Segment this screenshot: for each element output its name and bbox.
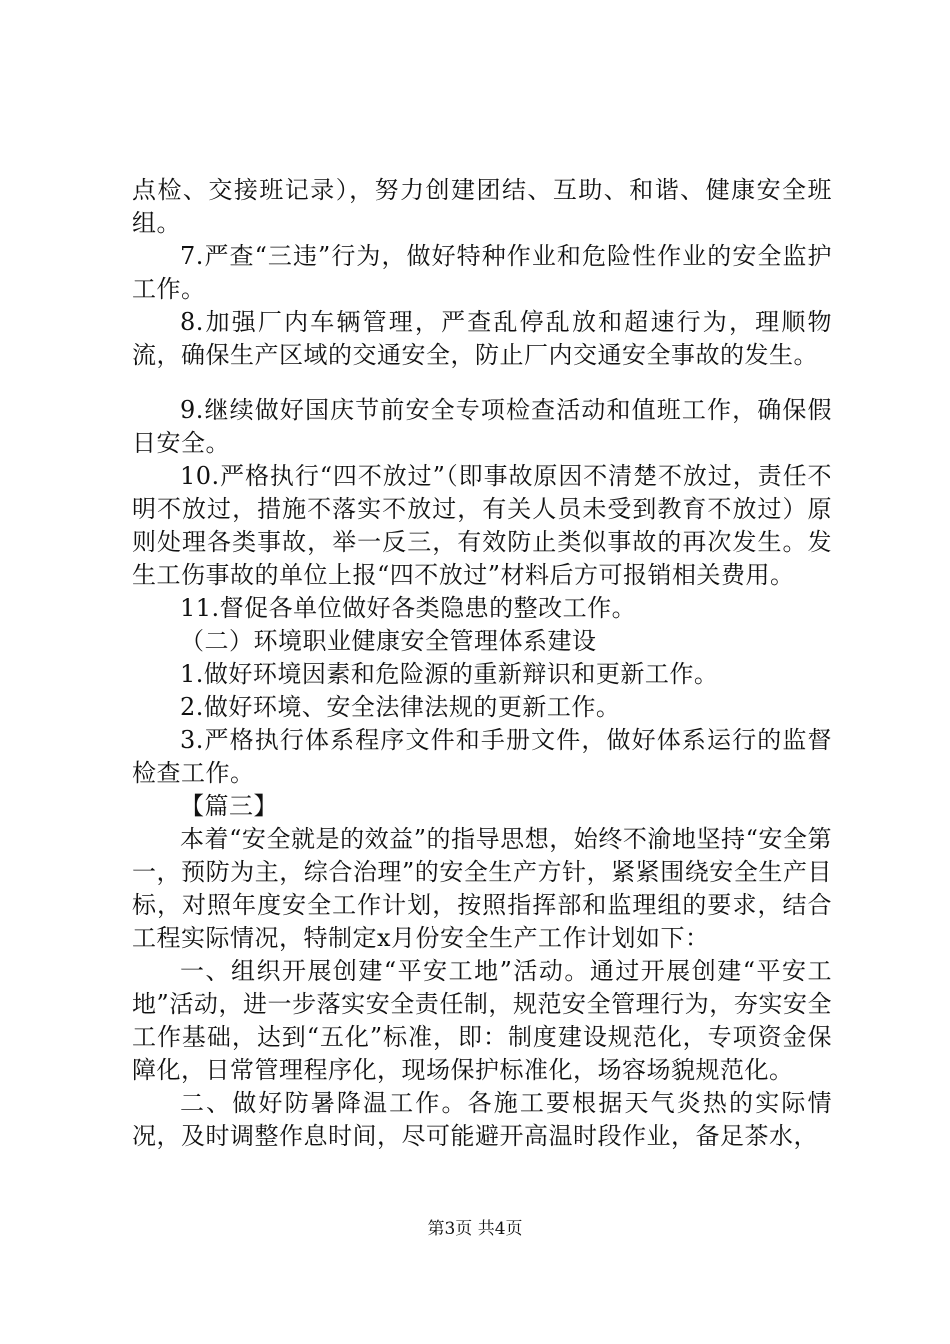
paragraph: 本着“安全就是的效益”的指导思想，始终不渝地坚持“安全第一，预防为主，综合治理”的安全生产方针，紧紧围绕安全生产目标，对照年度安全工作计划，按照指挥部和监理组的要求，结合工程实际情况，特制定x月份安全生产工作计划如下： xyxy=(132,825,832,952)
paragraph: 3.严格执行体系程序文件和手册文件，做好体系运行的监督检查工作。 xyxy=(132,726,832,787)
paragraph: 二、做好防暑降温工作。各施工要根据天气炎热的实际情况，及时调整作息时间，尽可能避开高温时段作业，备足茶水， xyxy=(132,1089,832,1150)
paragraph: 一、组织开展创建“平安工地”活动。通过开展创建“平安工地”活动，进一步落实安全责任制，规范安全管理行为，夯实安全工作基础，达到“五化”标准，即：制度建设规范化，专项资金保障化，日常管理程序化，现场保护标准化，场容场貌规范化。 xyxy=(132,957,832,1084)
part-heading: 【篇三】 xyxy=(180,792,278,820)
paragraph: 1.做好环境因素和危险源的重新辩识和更新工作。 xyxy=(180,660,719,688)
paragraph: 11.督促各单位做好各类隐患的整改工作。 xyxy=(180,594,637,622)
paragraph-gap xyxy=(132,372,832,394)
paragraph: 8.加强厂内车辆管理，严查乱停乱放和超速行为，理顺物流，确保生产区域的交通安全，防止厂内交通安全事故的发生。 xyxy=(132,308,832,369)
page-footer: 第3页 共4页 xyxy=(427,1219,523,1239)
document-body xyxy=(132,174,832,1153)
paragraph: 7.严查“三违”行为，做好特种作业和危险性作业的安全监护工作。 xyxy=(132,242,832,303)
section-heading: （二）环境职业健康安全管理体系建设 xyxy=(180,627,597,655)
paragraph: 10.严格执行“四不放过”（即事故原因不清楚不放过，责任不明不放过，措施不落实不放过，有关人员未受到教育不放过）原则处理各类事故，举一反三，有效防止类似事故的再次发生。发生工伤事故的单位上报“四不放过”材料后方可报销相关费用。 xyxy=(132,462,832,589)
paragraph: 点检、交接班记录），努力创建团结、互助、和谐、健康安全班组。 xyxy=(132,176,832,237)
paragraph: 2.做好环境、安全法律法规的更新工作。 xyxy=(180,693,621,721)
paragraph: 9.继续做好国庆节前安全专项检查活动和值班工作，确保假日安全。 xyxy=(132,396,832,457)
